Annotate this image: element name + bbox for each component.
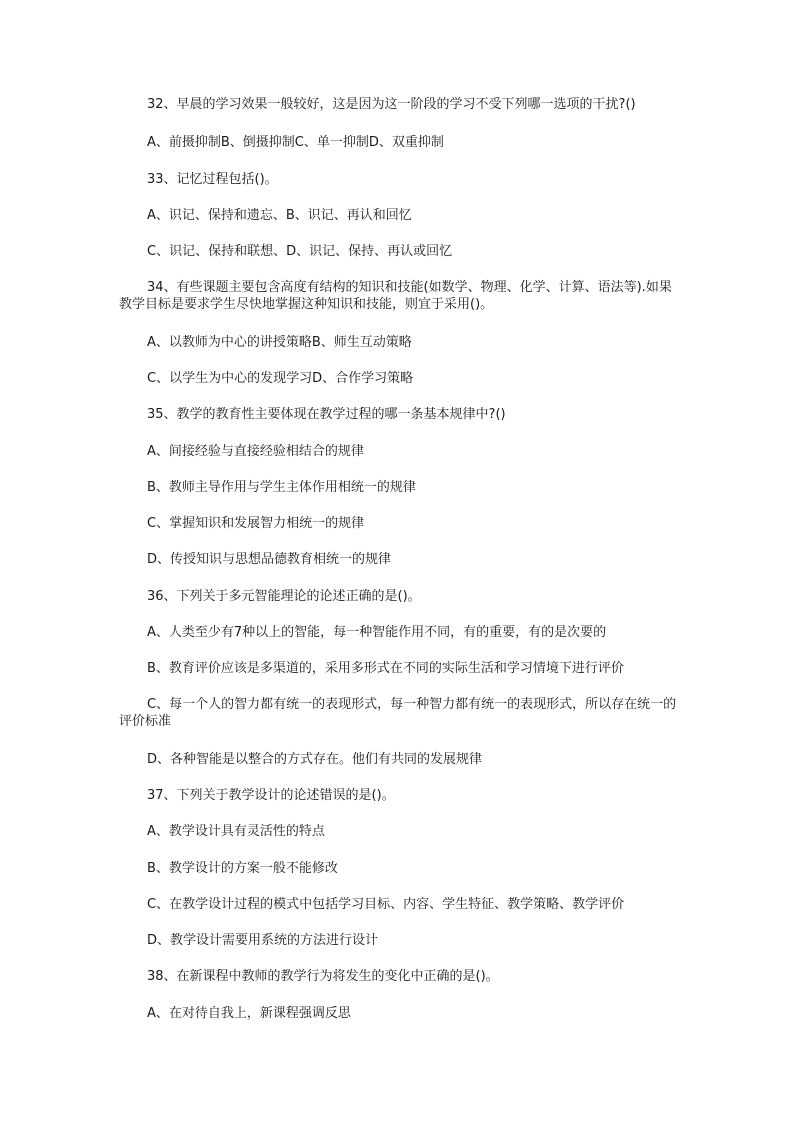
question-35-option-a: A、间接经验与直接经验相结合的规律: [147, 444, 364, 459]
question-34-options-ab: A、以教师为中心的讲授策略B、师生互动策略: [147, 335, 412, 350]
question-37-option-d: D、教学设计需要用系统的方法进行设计: [147, 933, 379, 948]
question-32-options: A、前摄抑制B、倒摄抑制C、单一抑制D、双重抑制: [147, 135, 444, 150]
question-35-option-b: B、教师主导作用与学生主体作用相统一的规律: [147, 480, 416, 495]
question-38-stem: 38、在新课程中教师的教学行为将发生的变化中正确的是()。: [147, 969, 499, 984]
question-36-option-c: C、每一个人的智力都有统一的表现形式，每一种智力都有统一的表现形式，所以存在统一的评价标准: [119, 697, 677, 729]
question-36-option-a: A、人类至少有7种以上的智能，每一种智能作用不同，有的重要，有的是次要的: [147, 625, 607, 640]
question-33-options-ab: A、识记、保持和遗忘、B、识记、再认和回忆: [147, 208, 412, 223]
question-37-option-a: A、教学设计具有灵活性的特点: [147, 824, 325, 839]
question-33-stem: 33、记忆过程包括()。: [147, 172, 278, 187]
question-36-stem: 36、下列关于多元智能理论的论述正确的是()。: [147, 589, 421, 604]
question-37-option-b: B、教学设计的方案一般不能修改: [147, 861, 338, 876]
question-38-option-a: A、在对待自我上，新课程强调反思: [147, 1006, 351, 1021]
question-35-option-d: D、传授知识与思想品德教育相统一的规律: [147, 552, 392, 567]
question-36-option-d: D、各种智能是以整合的方式存在。他们有共同的发展规律: [147, 752, 483, 767]
question-37-option-c: C、在教学设计过程的模式中包括学习目标、内容、学生特征、教学策略、教学评价: [147, 897, 625, 912]
question-36-option-b: B、教育评价应该是多渠道的，采用多形式在不同的实际生活和学习情境下进行评价: [147, 661, 624, 676]
question-35-option-c: C、掌握知识和发展智力相统一的规律: [147, 516, 365, 531]
question-34-options-cd: C、以学生为中心的发现学习D、合作学习策略: [147, 371, 414, 386]
question-37-stem: 37、下列关于教学设计的论述错误的是()。: [147, 788, 395, 803]
question-35-stem: 35、教学的教育性主要体现在教学过程的哪一条基本规律中?(): [147, 407, 506, 422]
question-32-stem: 32、早晨的学习效果一般较好，这是因为这一阶段的学习不受下列哪一选项的干扰?(): [147, 97, 636, 112]
question-34-stem: 34、有些课题主要包含高度有结构的知识和技能(如数学、物理、化学、计算、语法等).如果教学目标是要求学生尽快地掌握这种知识和技能，则宜于采用()。: [119, 280, 672, 312]
question-33-options-cd: C、识记、保持和联想、D、识记、保持、再认或回忆: [147, 244, 453, 259]
